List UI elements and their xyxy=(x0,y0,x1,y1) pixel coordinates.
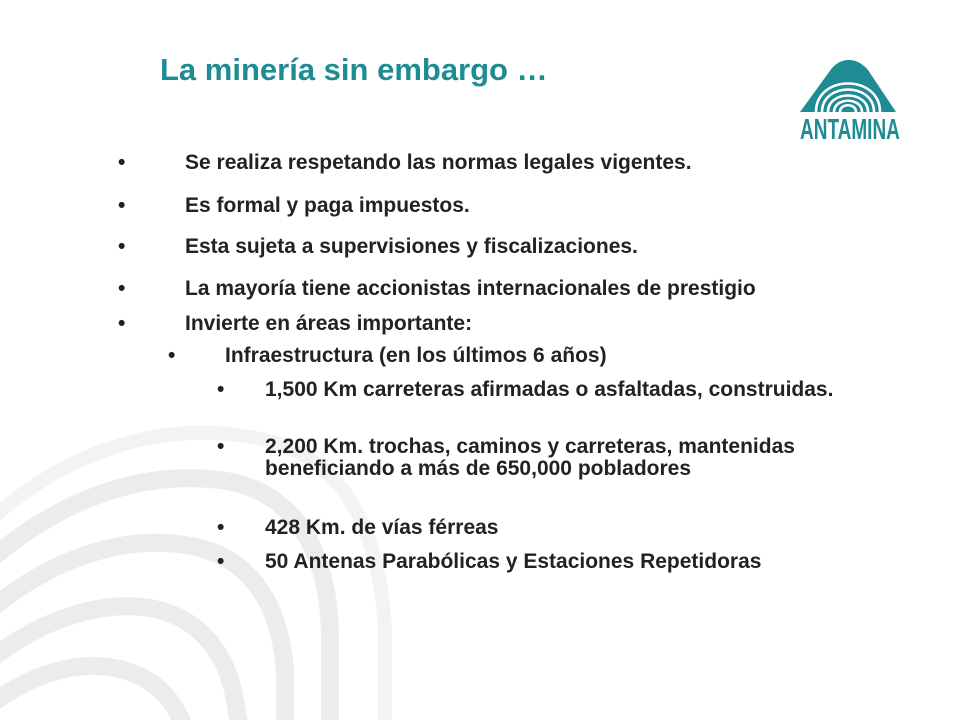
bullet-text: Esta sujeta a supervisiones y fiscalizaciones. xyxy=(185,235,638,258)
bullet-marker: • xyxy=(118,235,126,258)
bullet-marker: • xyxy=(217,378,225,401)
bullet-text: 50 Antenas Parabólicas y Estaciones Repetidoras xyxy=(265,550,762,573)
bullet-text: Es formal y paga impuestos. xyxy=(185,194,470,217)
bullet-marker: • xyxy=(118,194,126,217)
bullet-text: 428 Km. de vías férreas xyxy=(265,516,499,539)
bullet-text: Infraestructura (en los últimos 6 años) xyxy=(225,344,607,367)
bullet-marker: • xyxy=(168,344,176,367)
bullet-marker: • xyxy=(118,277,126,300)
logo-text: ANTAMINA xyxy=(800,115,900,147)
bullet-marker: • xyxy=(217,435,225,458)
bullet-marker: • xyxy=(118,312,126,335)
bullet-text: Se realiza respetando las normas legales vigentes. xyxy=(185,151,692,174)
bullet-text: La mayoría tiene accionistas internacionales de prestigio xyxy=(185,277,756,300)
bullet-text: Invierte en áreas importante: xyxy=(185,312,473,335)
bullet-text: 2,200 Km. trochas, caminos y carreteras, mantenidas beneficiando a más de 650,000 pobladores xyxy=(265,435,795,480)
bullet-marker: • xyxy=(118,151,126,174)
bullet-marker: • xyxy=(217,516,225,539)
bullet-marker: • xyxy=(217,550,225,573)
bullet-text: 1,500 Km carreteras afirmadas o asfaltadas, construidas. xyxy=(265,378,834,401)
slide-title: La minería sin embargo … xyxy=(160,52,548,87)
